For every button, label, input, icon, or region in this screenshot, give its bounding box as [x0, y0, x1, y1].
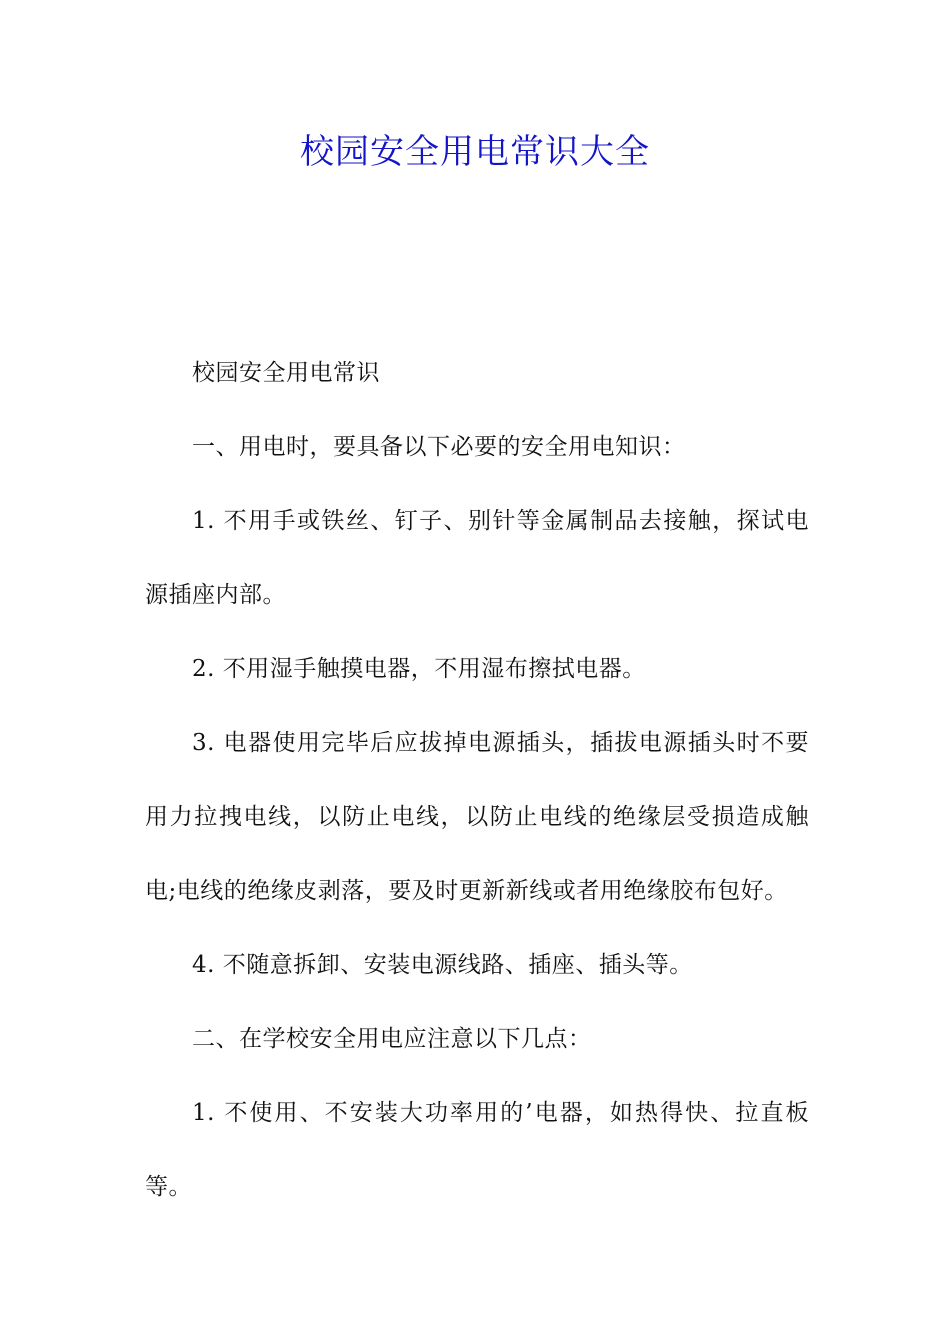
paragraph-section-1: 一、用电时，要具备以下必要的安全用电知识： — [192, 434, 686, 460]
paragraph-item-1-3: 3. 电器使用完毕后应拔掉电源插头，插拔电源插头时不要用力拉拽电线，以防止电线，以防止电线的绝缘层受损造成触电;电线的绝缘皮剥落，要及时更新新线或者用绝缘胶布包好。 — [145, 730, 809, 904]
paragraph-item-1-2: 2. 不用湿手触摸电器，不用湿布擦拭电器。 — [192, 656, 646, 682]
document-body — [145, 336, 809, 1224]
paragraph-item-1-4: 4. 不随意拆卸、安装电源线路、插座、插头等。 — [192, 952, 693, 978]
paragraph-section-2: 二、在学校安全用电应注意以下几点： — [192, 1026, 592, 1052]
document-title: 校园安全用电常识大全 — [300, 132, 650, 172]
paragraph-heading: 校园安全用电常识 — [192, 360, 380, 386]
paragraph-item-2-1: 1. 不使用、不安装大功率用的’电器，如热得快、拉直板等。 — [145, 1100, 809, 1200]
paragraph-item-1-1: 1. 不用手或铁丝、钉子、别针等金属制品去接触，探试电源插座内部。 — [145, 508, 809, 608]
